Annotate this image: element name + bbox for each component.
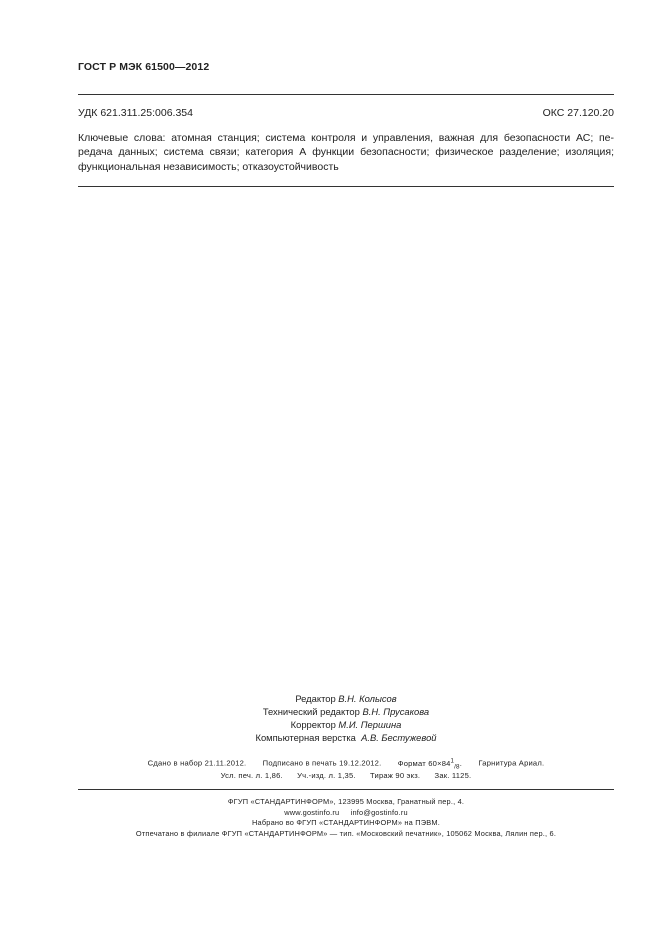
format-numerator: 1: [450, 758, 455, 764]
format-prefix: Формат 60×84: [397, 758, 451, 768]
typeface: Гарнитура Ариал.: [478, 758, 545, 768]
print-details-line-2: [78, 771, 614, 780]
layout-name: А.В. Бестужевой: [361, 732, 437, 743]
tech-editor-role: Технический редактор: [262, 706, 360, 717]
top-divider: [78, 94, 614, 95]
publisher-divider: [78, 789, 614, 790]
signed-date: Подписано в печать 19.12.2012.: [262, 758, 382, 768]
editor-name: В.Н. Колысов: [338, 693, 397, 704]
editor-line: [78, 692, 614, 705]
format-suffix: .: [459, 758, 463, 768]
tech-editor-line: [78, 705, 614, 718]
corrector-role: Корректор: [290, 719, 336, 730]
layout-role: Компьютерная верстка: [255, 732, 356, 743]
standard-code: ГОСТ Р МЭК 61500—2012: [78, 61, 210, 73]
paper-format: [397, 758, 463, 771]
keywords-paragraph: Ключевые слова: атомная станция; система контроля и управления, важная для безопасности АС; пе-редача данных; система связи; категория А функции безопасности; физическое разделение; изоляция; функциональная независимость; отказоустойчивость: [78, 132, 614, 173]
publisher-email[interactable]: info@gostinfo.ru: [350, 807, 408, 817]
typesetting-note: Набрано во ФГУП «СТАНДАРТИНФОРМ» на ПЭВМ.: [251, 818, 440, 828]
udc-code: УДК 621.311.25:006.354: [78, 107, 193, 119]
publisher-website[interactable]: www.gostinfo.ru: [284, 807, 340, 817]
uch-izd-sheets: Уч.-изд. л. 1,35.: [297, 771, 356, 780]
print-run: Тираж 90 экз.: [370, 771, 421, 780]
publisher-block: [78, 797, 614, 839]
publisher-address: ФГУП «СТАНДАРТИНФОРМ», 123995 Москва, Гранатный пер., 4.: [227, 797, 465, 806]
printing-house-note: Отпечатано в филиале ФГУП «СТАНДАРТИНФОРМ» — тип. «Московский печатник», 105062 Москва, Лялин пер., 6.: [135, 828, 557, 838]
corrector-line: [78, 718, 614, 731]
layout-line: [78, 731, 614, 744]
credits-block: [78, 692, 614, 744]
submitted-date: Сдано в набор 21.11.2012.: [147, 758, 247, 768]
format-denominator: /8: [454, 763, 460, 771]
keywords-divider: [78, 186, 614, 187]
editor-role: Редактор: [295, 693, 336, 704]
print-details-line-1: [78, 758, 614, 770]
usl-pech-sheets: Усл. печ. л. 1,86.: [220, 771, 283, 780]
oks-code: ОКС 27.120.20: [542, 107, 614, 119]
publisher-contacts: [78, 808, 614, 819]
corrector-name: М.И. Першина: [338, 719, 402, 730]
order-number: Зак. 1125.: [434, 771, 472, 780]
tech-editor-name: В.Н. Прусакова: [362, 706, 430, 717]
